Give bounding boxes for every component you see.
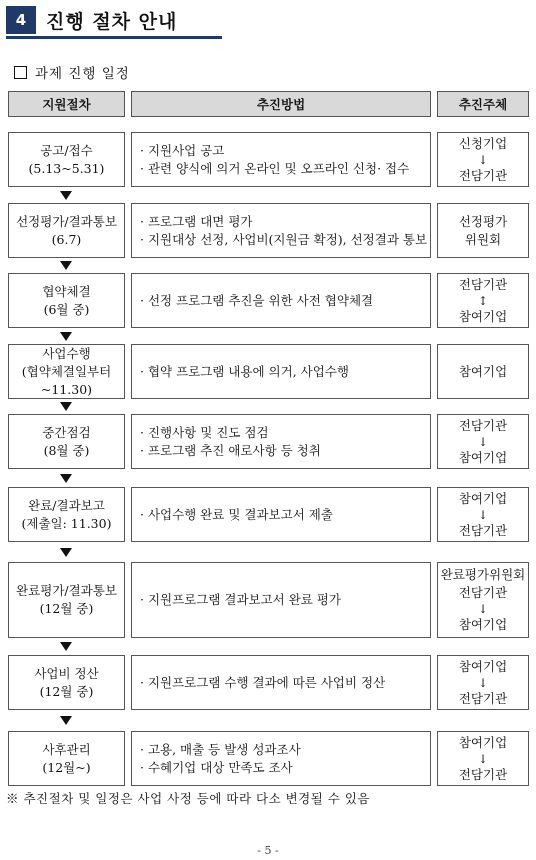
step-method-line: · 진행사항 및 진도 점검 bbox=[140, 424, 269, 440]
step-stage-line: (12월 중) bbox=[39, 683, 94, 699]
step-method-cell bbox=[131, 344, 431, 399]
step-owner-line: 참여기업 bbox=[458, 617, 508, 632]
section-header bbox=[6, 6, 222, 36]
step-stage-cell bbox=[8, 203, 125, 258]
down-arrow-icon bbox=[60, 474, 72, 483]
column-header-method: 추진방법 bbox=[131, 91, 431, 117]
step-owner-cell bbox=[437, 487, 529, 542]
step-owner-line: ↓ bbox=[477, 751, 489, 766]
step-owner-line: 신청기업 bbox=[458, 135, 508, 151]
step-owner-line: ↓ bbox=[477, 675, 489, 690]
down-arrow-icon bbox=[60, 261, 72, 270]
step-stage-cell bbox=[8, 273, 125, 328]
step-owner-line: 참여기업 bbox=[458, 308, 508, 324]
step-owner-line: 전담기관 bbox=[458, 276, 508, 292]
step-owner-line: ↕ bbox=[477, 293, 489, 308]
step-owner-line: 전담기관 bbox=[458, 690, 508, 706]
down-arrow-icon bbox=[60, 402, 72, 411]
subtitle bbox=[14, 62, 130, 82]
step-stage-line: (5.13~5.31) bbox=[28, 160, 105, 176]
step-method-line: · 협약 프로그램 내용에 의거, 사업수행 bbox=[140, 363, 349, 379]
step-stage-line: ~11.30) bbox=[40, 381, 93, 397]
page-number: - 5 - bbox=[257, 844, 279, 857]
step-method-cell bbox=[131, 132, 431, 187]
step-stage-line: 완료/결과보고 bbox=[28, 497, 105, 513]
step-method-line: · 관련 양식에 의거 온라인 및 오프라인 신청· 접수 bbox=[140, 160, 410, 176]
step-owner-line: 전담기관 bbox=[458, 167, 508, 183]
down-arrow-icon bbox=[60, 548, 72, 557]
step-owner-cell bbox=[437, 655, 529, 710]
down-arrow-icon bbox=[60, 332, 72, 341]
step-stage-line: 사후관리 bbox=[42, 741, 91, 757]
step-owner-line: 참여기업 bbox=[458, 363, 508, 379]
step-stage-line: 사업수행 bbox=[42, 345, 91, 361]
step-owner-line: 위원회 bbox=[464, 231, 502, 247]
step-stage-line: 공고/접수 bbox=[40, 142, 93, 158]
section-number-badge: 4 bbox=[6, 6, 36, 34]
step-owner-line: 전담기관 bbox=[458, 417, 508, 433]
step-stage-line: 사업비 정산 bbox=[34, 665, 99, 681]
step-stage-line: 선정평가/결과통보 bbox=[16, 213, 117, 229]
step-method-line: · 지원프로그램 수행 결과에 따른 사업비 정산 bbox=[140, 674, 386, 690]
step-method-line: · 사업수행 완료 및 결과보고서 제출 bbox=[140, 506, 333, 522]
step-owner-cell bbox=[437, 344, 529, 399]
step-method-line: · 프로그램 추진 애로사항 등 청취 bbox=[140, 442, 321, 458]
step-owner-line: 참여기업 bbox=[458, 490, 508, 506]
step-method-line: · 지원프로그램 결과보고서 완료 평가 bbox=[140, 592, 341, 607]
step-method-line: · 지원대상 선정, 사업비(지원금 확정), 선정결과 통보 bbox=[140, 231, 428, 247]
step-stage-cell bbox=[8, 414, 125, 469]
subtitle-text: 과제 진행 일정 bbox=[35, 66, 130, 82]
section-underline bbox=[6, 36, 222, 39]
step-method-line: · 지원사업 공고 bbox=[140, 142, 225, 158]
section-title: 진행 절차 안내 bbox=[46, 11, 178, 33]
step-stage-line: 완료평가/결과통보 bbox=[16, 583, 117, 598]
step-method-cell bbox=[131, 655, 431, 710]
step-method-cell bbox=[131, 273, 431, 328]
step-stage-cell bbox=[8, 562, 125, 638]
step-owner-line: 참여기업 bbox=[458, 734, 508, 750]
step-method-cell bbox=[131, 562, 431, 638]
step-method-line: · 프로그램 대면 평가 bbox=[140, 213, 253, 229]
step-method-cell bbox=[131, 414, 431, 469]
step-owner-line: ↓ bbox=[477, 507, 489, 522]
step-stage-cell bbox=[8, 132, 125, 187]
down-arrow-icon bbox=[60, 642, 72, 651]
step-owner-cell bbox=[437, 562, 529, 638]
step-stage-line: 협약체결 bbox=[42, 283, 91, 299]
step-owner-line: 선정평가 bbox=[458, 213, 508, 229]
step-owner-line: ↓ bbox=[477, 602, 489, 616]
step-stage-line: (협약체결일부터 bbox=[21, 363, 112, 379]
step-owner-cell bbox=[437, 273, 529, 328]
step-stage-line: (8월 중) bbox=[43, 442, 90, 458]
column-header-stage: 지원절차 bbox=[8, 91, 125, 117]
step-method-cell bbox=[131, 731, 431, 786]
step-owner-line: ↓ bbox=[477, 434, 489, 449]
step-stage-line: 중간점검 bbox=[42, 424, 91, 440]
footnote: ※ 추진절차 및 일정은 사업 사정 등에 따라 다소 변경될 수 있음 bbox=[6, 791, 371, 806]
step-owner-cell bbox=[437, 203, 529, 258]
step-stage-line: (6월 중) bbox=[43, 301, 90, 317]
step-stage-cell bbox=[8, 731, 125, 786]
step-stage-cell bbox=[8, 344, 125, 399]
step-method-line: · 고용, 매출 등 발생 성과조사 bbox=[140, 741, 301, 757]
step-owner-cell bbox=[437, 731, 529, 786]
step-owner-cell bbox=[437, 414, 529, 469]
step-method-cell bbox=[131, 487, 431, 542]
step-stage-line: (12월 중) bbox=[39, 601, 94, 616]
step-method-cell bbox=[131, 203, 431, 258]
step-owner-line: 참여기업 bbox=[458, 449, 508, 465]
step-owner-line: 완료평가위원회 bbox=[440, 567, 526, 582]
step-owner-cell bbox=[437, 132, 529, 187]
step-stage-cell bbox=[8, 487, 125, 542]
step-owner-line: ↓ bbox=[477, 152, 489, 167]
step-stage-line: (12월~) bbox=[42, 759, 91, 775]
step-owner-line: 전담기관 bbox=[458, 766, 508, 782]
down-arrow-icon bbox=[60, 191, 72, 200]
step-owner-line: 전담기관 bbox=[458, 522, 508, 538]
step-method-line: · 선정 프로그램 추진을 위한 사전 협약체결 bbox=[140, 292, 374, 308]
step-stage-cell bbox=[8, 655, 125, 710]
step-stage-line: (6.7) bbox=[51, 231, 82, 247]
down-arrow-icon bbox=[60, 716, 72, 725]
step-method-line: · 수혜기업 대상 만족도 조사 bbox=[140, 759, 293, 775]
step-owner-line: 전담기관 bbox=[458, 585, 508, 600]
column-header-owner: 추진주체 bbox=[437, 91, 529, 117]
step-stage-line: (제출일: 11.30) bbox=[21, 515, 112, 531]
checkbox-icon bbox=[14, 66, 27, 79]
step-owner-line: 참여기업 bbox=[458, 658, 508, 674]
